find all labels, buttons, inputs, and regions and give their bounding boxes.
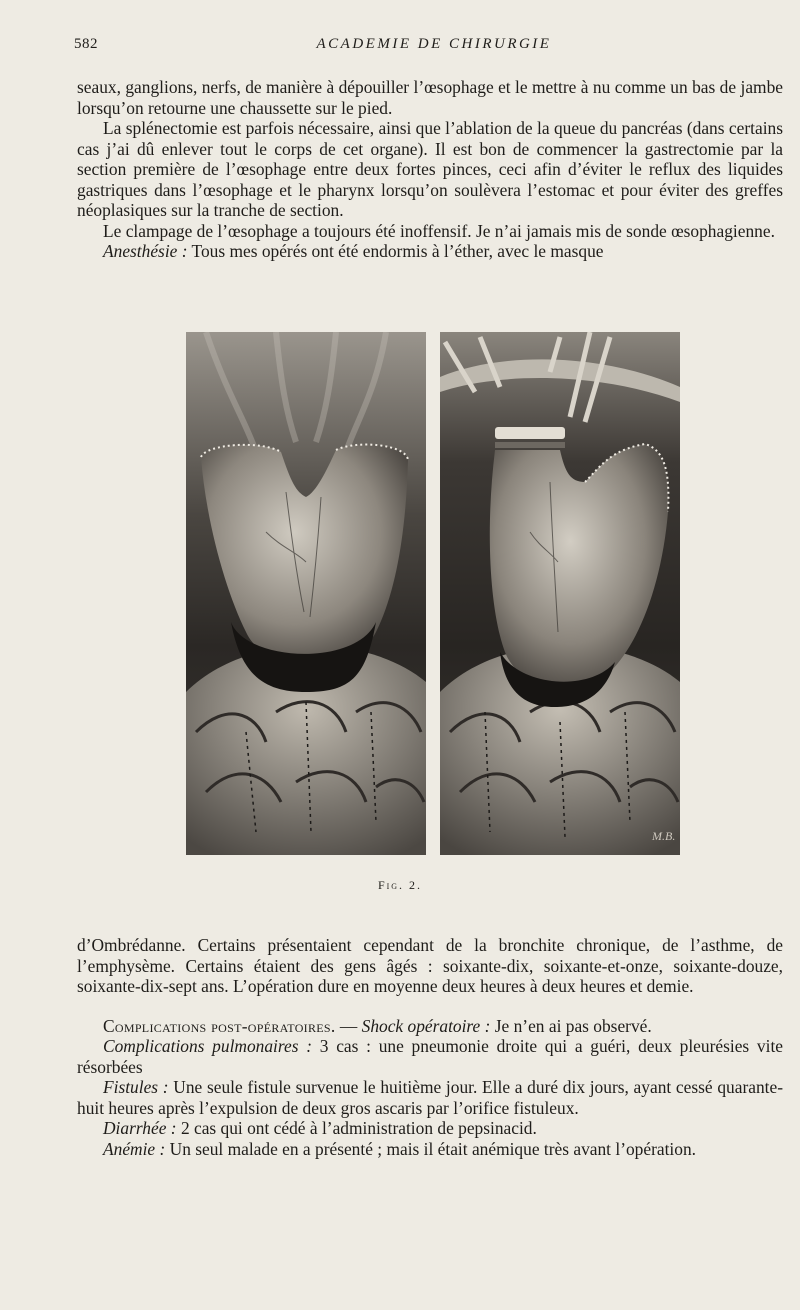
complications-paragraph xyxy=(77,1016,783,1037)
esophagus-anastomosis-drawing-right xyxy=(440,332,680,855)
diarrhea-paragraph xyxy=(77,1118,783,1139)
paragraph: seaux, ganglions, nerfs, de manière à dépouiller l’œsophage et le mettre à nu comme un bas de jambe lorsqu’on retourne une chaussette sur le pied. xyxy=(77,77,783,118)
paragraph: Le clampage de l’œsophage a toujours été inoffensif. Je n’ai jamais mis de sonde œsophagienne. xyxy=(103,220,775,241)
anemia-heading: Anémie : xyxy=(103,1138,166,1159)
complications-heading: Complications post-opératoires. xyxy=(103,1015,336,1036)
running-head: ACADEMIE DE CHIRURGIE xyxy=(316,36,552,52)
anemia-text: Un seul malade en a présenté ; mais il était anémique très avant l’opération. xyxy=(165,1138,696,1159)
fistulas-heading: Fistules : xyxy=(103,1077,169,1097)
fistulas-text: Une seule fistule survenue le huitième jour. Elle a duré dix jours, ayant cessé quarante-huit heures après l’expulsion de deux gros ascaris par l’orifice fistuleux. xyxy=(77,1077,783,1118)
pulmonary-text: 3 cas : une pneumonie droite qui a guéri, deux pleurésies vite résorbées xyxy=(77,1036,783,1077)
paragraph: d’Ombrédanne. Certains présentaient cependant de la bronchite chronique, de l’asthme, de l’emphysème. Certains étaient des gens âgés : soixante-dix, soixante-et-onze, soixante-douze, soixante-dix-sept ans. L’opération dure en moyenne deux heures à deux heures et demie. xyxy=(77,935,783,996)
spacer xyxy=(77,997,783,1016)
illustrator-signature: M.B. xyxy=(652,829,676,843)
figure-caption: Fig. 2. xyxy=(377,878,423,892)
anesthesia-heading: Anesthésie : xyxy=(103,241,188,261)
pulmonary-paragraph xyxy=(77,1036,783,1077)
diarrhea-heading: Diarrhée : xyxy=(103,1118,177,1138)
illustration-left-plate xyxy=(186,332,426,855)
paragraph: La splénectomie est parfois nécessaire, ainsi que l’ablation de la queue du pancréas (dans certains cas j’ai dû enlever tout le corps de cet organe). Il est bon de commencer la gastrectomie par la section première de l’œsophage entre deux fortes pinces, ceci afin d’éviter le reflux des liquides gastriques dans l’œsophage et le pharynx lorsqu’on soulèvera l’estomac et pour éviter des greffes néoplasiques sur la tranche de section. xyxy=(77,118,783,220)
figure-2 xyxy=(186,332,682,857)
em-dash: — xyxy=(335,1015,362,1036)
page-number: 582 xyxy=(74,36,98,52)
page-header xyxy=(74,36,784,58)
anemia-paragraph xyxy=(77,1139,783,1160)
pulmonary-heading: Complications pulmonaires : xyxy=(103,1036,313,1056)
anesthesia-text: Tous mes opérés ont été endormis à l’éther, avec le masque xyxy=(187,241,604,261)
shock-heading: Shock opératoire : xyxy=(361,1015,491,1036)
diarrhea-text: 2 cas qui ont cédé à l’administration de pepsinacid. xyxy=(176,1118,537,1138)
illustration-right-plate xyxy=(440,332,680,855)
shock-text: Je n’en ai pas observé. xyxy=(490,1015,652,1036)
fistulas-paragraph xyxy=(77,1077,783,1118)
esophagus-anastomosis-drawing-left xyxy=(186,332,426,855)
upper-text-block xyxy=(77,77,783,262)
lower-text-block xyxy=(77,935,783,1159)
anesthesia-paragraph xyxy=(77,241,783,262)
